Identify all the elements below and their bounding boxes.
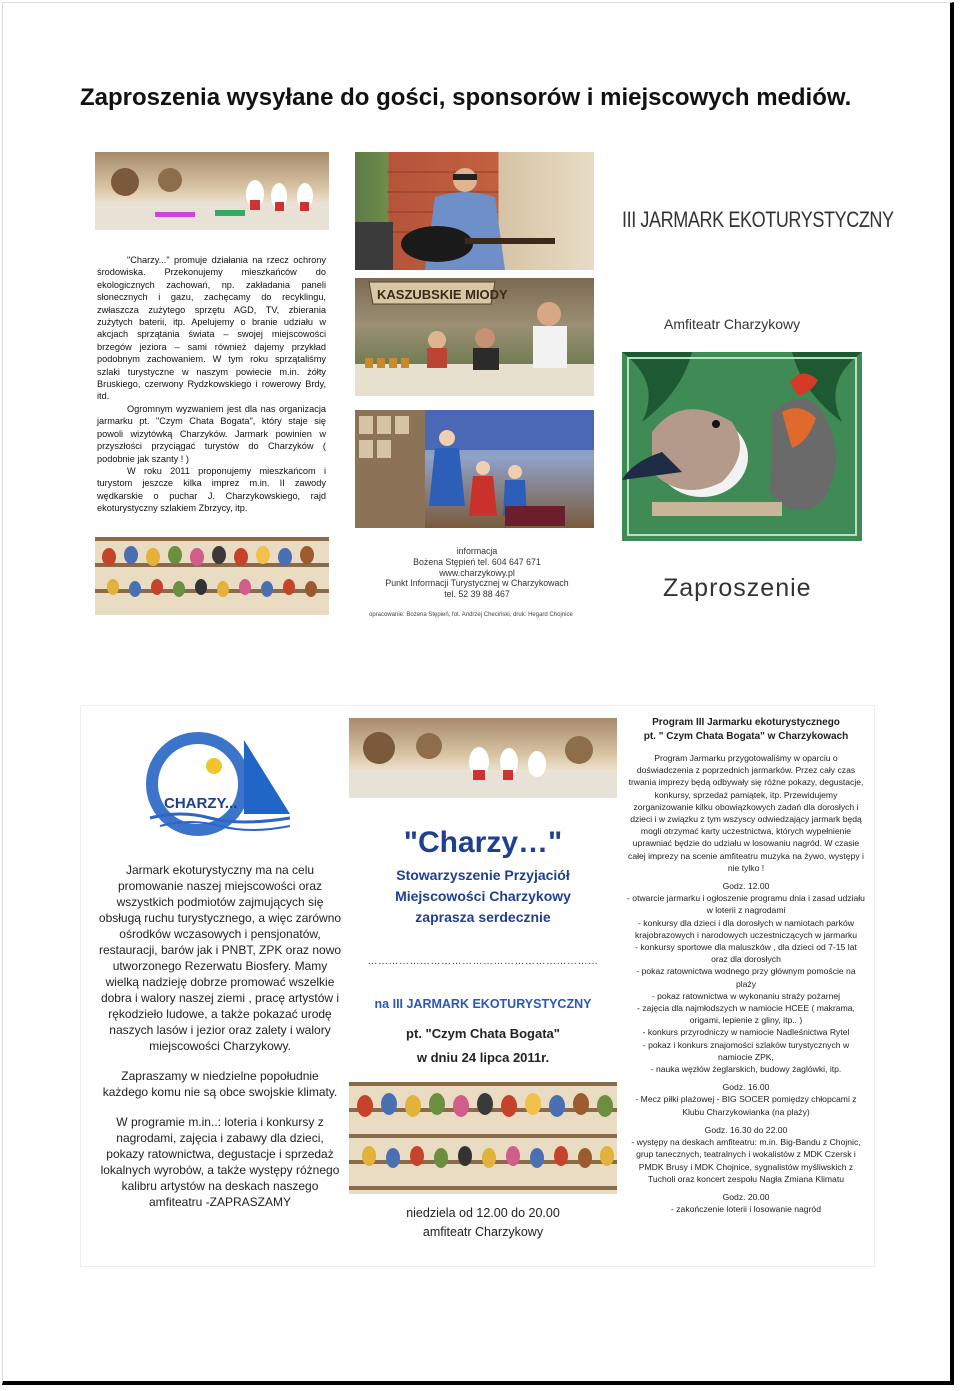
charzy-logo [140,732,300,837]
honey-stand-photo [355,278,594,396]
program-item: - otwarcie jarmarku i ogłoszenie programu dnia i zasad udziału w loterii z nagrodami [627,893,865,916]
program-block [627,1081,865,1118]
program-item: - Mecz piłki plażowej - BIG SOCER pomiędzy chłopcami z Klubu Charzykowianka (na plaży) [635,1094,857,1117]
program-item: - zajęcia dla najmłodszych w namiocie HCEE ( makrama, origami, lepienie z gliny, itp.. ) [637,1003,855,1026]
aims-paragraph: W programie m.in..: loteria i konkursy z nagrodami, zajęcia i zabawy dla dzieci, pokazy ratownictwa, degustacje i sprzedaż lokalnych wyrobów, a także występy różnego kalibru artystów na deskach naszego amfiteatru -ZAPRASZAMY [100,1115,340,1209]
jarmark-title: III JARMARK EKOTURYSTYCZNY [622,207,894,232]
sign-text: KASZUBSKIE MIODY [377,287,508,302]
figurines-photo-inside [349,718,617,798]
credits: opracowanie: Bożena Stępień, fot. Andrzej Checiński, druk: Hegard Chojnice [369,612,573,618]
figurines-illustration [95,152,329,230]
info-line: informacja [456,546,498,556]
program-heading: Program III Jarmarku ekoturystycznego [652,717,840,728]
bird-figurines-inside-illustration [349,1082,617,1194]
guitarist-illustration [355,152,594,270]
association-name [349,865,617,928]
event-place: amfiteatr Charzykowy [422,1225,544,1239]
birds-cover-illustration [622,352,862,541]
aims-paragraph: Jarmark ekoturystyczny ma na celu promowanie naszej miejscowości oraz wszystkich podmiotów zajmujących się obsługą ruchu turystycznego, a więc zarówno ośrodków wczasowych i pensjonatów, restauracji, barów jak i PNBT, ZPK oraz nowo utworzonego Rezerwatu Biosfery. Mamy wielką nadzieję dobrze promować wszelkie dobra i walory naszej ziemi , pracę artystów i rękodzieło ludowe, a także pokazać urodę naszych lasów i jezior oraz zalety i walory miejscowości Charzykowy. [98,863,342,1053]
program-heading: pt. " Czym Chata Bogata" w Charzykowach [643,731,849,742]
page-title: Zaproszenia wysyłane do gości, sponsorów i miejscowych mediów. [80,84,852,111]
honey-stand-illustration [355,278,594,396]
leaflet-paragraph: W roku 2011 proponujemy mieszkańcom i turystom jeszcze kilka imprez m.in. II zawody wędkarskie o puchar J. Charzykowskiego, rajd ekoturystyczny szlakiem Zbrzycy, itp. [97,465,326,514]
figurines-inside-illustration [349,718,617,798]
program-item: - konkurs przyrodniczy w namiocie Nadleśnictwa Rytel [642,1027,850,1038]
program-column [627,716,865,1221]
invite-word: Zaproszenie [663,574,812,602]
event-time: niedziela od 12.00 do 20.00 [406,1206,560,1220]
aims-column [98,862,342,1224]
info-line: Punkt Informacji Turystycznej w Charzykowach [385,578,569,589]
charzy-title: "Charzy…" [403,826,563,859]
program-item: - konkursy sportowe dla maluszków , dla dzieci od 7-15 lat oraz dla dorosłych [635,942,857,965]
name-dotted-line: ………………………………………………………… [367,956,599,967]
program-time: Godz. 16.30 do 22.00 [704,1124,788,1135]
program-time: Godz. 12.00 [722,881,770,892]
dolls-illustration [355,410,594,528]
program-item: - zakończenie loterii i losowanie nagród [671,1204,821,1215]
event-time-place [349,1204,617,1242]
birds-cover-photo [622,352,862,541]
leaflet-paragraph: Ogromnym wyzwaniem jest dla nas organizacja jarmarku pt. "Czym Chata Bogata", który staje się powoli wizytówką Charzyków. Jarmark powinien w przyszłości przyciągać turystów do Charzyków ( podobnie jak szanty ! ) [97,403,326,464]
program-item: - pokaz ratownictwa wodnego przy głównym pomoście na plaży [636,966,856,989]
association-line: Stowarzyszenie Przyjaciół [396,867,570,883]
info-line: www.charzykowy.pl [439,567,515,578]
program-item: - nauka węzłów żeglarskich, budowy żaglówki, itp. [650,1064,842,1075]
association-line: Miejscowości Charzykowy [395,888,571,904]
aims-paragraph: Zapraszamy w niedzielne popołudnie każdego komu nie są obce swojskie klimaty. [102,1069,338,1099]
program-time: Godz. 20.00 [722,1191,770,1202]
info-line: Bożena Stępień tel. 604 647 671 [413,556,541,567]
bird-figurines-photo-inside [349,1082,617,1194]
event-date: w dniu 24 lipca 2011r. [416,1050,550,1065]
leaflet-paragraph: "Charzy..." promuje działania na rzecz ochrony środowiska. Przekonujemy mieszkańców do ekologicznych zachowań, np. zakładania paneli słonecznych i gazu, zachęcamy do recyklingu, zwłaszcza zużytego sprzętu AGD, TV, zbierania zużytych baterii, itp. Apelujemy o branie udziału w akcjach sprzątania świata – swojej miejscowości brzegów jeziora – sami również dajemy przykład podobnym zachowaniem. W tym roku sprzątaliśmy szlaki turystyczne w naszym powiecie m.in. żółty Bruskiego, czerwony Rydzkowskiego i rowerowy Brdy, itd. [97,255,326,402]
guitarist-photo [355,152,594,270]
event-title: pt. "Czym Chata Bogata" [406,1026,560,1041]
program-block [627,1191,865,1215]
program-block [627,1124,865,1185]
program-item: - występy na deskach amfiteatru: m.in. Big-Bandu z Chojnic, grup tanecznych, teatralnych i wokalistów z MDK Czersk i PMDK Brusy i MDK Chojnice, sygnalistów myśliwskich z Tucholi oraz koncert zespołu Nagła Zmiana Klimatu [631,1137,861,1184]
program-time: Godz. 16.00 [722,1082,770,1093]
figurines-photo [95,152,329,230]
bird-figurines-illustration [95,537,329,615]
event-details [349,1022,617,1070]
program-block [627,880,865,1075]
association-line: zaprasza serdecznie [415,909,551,925]
program-intro: Program Jarmarku przygotowaliśmy w oparciu o doświadczenia z poprzednich jarmarków. Przez cały czas trwania imprezy będą odbywały się różne pokazy, degustacje, konkursy, sprzedaż pamiątek, itp. Przewidujemy zorganizowanie kilku obowiązkowych zadań dla dorosłych i dzieci i w związku z tym wszyscy odwiedzający jarmark będą mogli otrzymać karty uczestnictwa, których wypełnienie uprawniać będzie do udziału w losowaniu nagród. W czasie całej imprezy na scenie amfiteatru muzyka na żywo, występy i nie tylko ! [628,753,864,873]
dolls-photo [355,410,594,528]
program-item: - pokaz ratownictwa w wykonaniu straży pożarnej [651,990,841,1001]
logo-text: CHARZY... [164,795,238,812]
charzy-logo-graphic [140,732,300,837]
venue: Amfiteatr Charzykowy [664,316,801,332]
program-item: - konkursy dla dzieci i dla dorosłych w namiotach parków krajobrazowych i narodowych uczestniczących w jarmarku [634,917,858,940]
event-line: na III JARMARK EKOTURYSTYCZNY [374,997,592,1011]
info-line: tel. 52 39 88 467 [444,589,510,600]
bird-figurines-photo [95,537,329,615]
contact-info [352,546,602,600]
program-item: - pokaz i konkurs znajomości szlaków turystycznych w namiocie ZPK, [642,1039,850,1062]
leaflet-text [97,254,326,515]
